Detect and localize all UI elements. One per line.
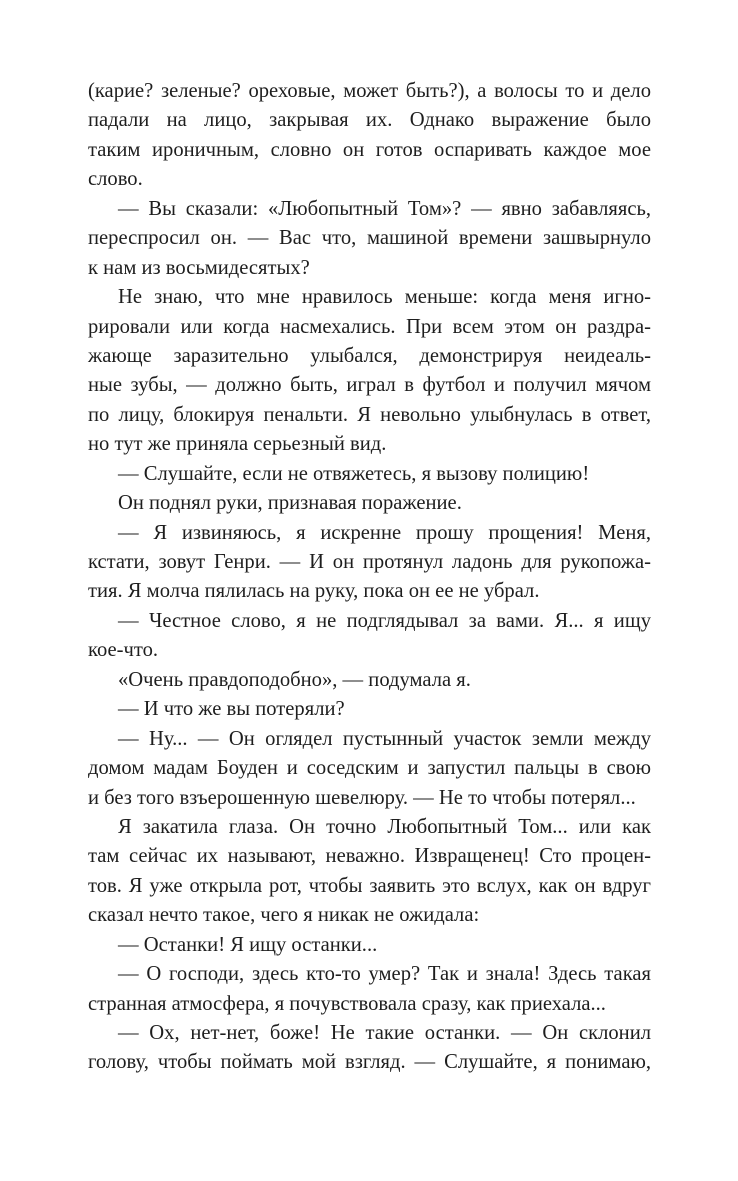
text-line: Он поднял руки, признавая поражение. [118, 492, 462, 515]
text-line: к нам из восьмидесятых? [88, 256, 310, 279]
text-line: (карие? зеленые? ореховые, может быть?), а волосы то и дело [88, 80, 651, 102]
text-line: — О господи, здесь кто-то умер? Так и знала! Здесь такая [118, 963, 651, 986]
text-line: но тут же приняла серьезный вид. [88, 433, 387, 456]
text-line: голову, чтобы поймать мой взгляд. — Слушайте, я понимаю, [88, 1051, 651, 1074]
text-line: там сейчас их называют, неважно. Извращенец! Сто процен- [88, 845, 651, 868]
text-line: — Останки! Я ищу останки... [118, 933, 378, 956]
text-line: «Очень правдоподобно», — подумала я. [118, 668, 471, 691]
text-line: жающе заразительно улыбался, демонстрируя неидеаль- [88, 344, 651, 367]
text-line: рировали или когда насмехались. При всем этом он раздра- [88, 315, 651, 338]
text-line: кое-что. [88, 639, 159, 662]
text-line: и без того взъерошенную шевелюру. — Не то чтобы потерял... [88, 786, 636, 809]
text-line: сказал нечто такое, чего я никак не ожидала: [88, 904, 480, 927]
text-line: переспросил он. — Вас что, машиной времени зашвырнуло [88, 227, 651, 250]
text-line: — Ох, нет-нет, боже! Не такие останки. — Он склонил [118, 1022, 651, 1044]
text-line: — Честное слово, я не подглядывал за вами. Я... я ищу [118, 609, 651, 632]
text-line: — Ну... — Он оглядел пустынный участок земли между [118, 727, 651, 750]
text-line: — Я извиняюсь, я искренне прошу прощения! Меня, [118, 521, 651, 544]
text-line: Я закатила глаза. Он точно Любопытный Том... или как [118, 815, 651, 838]
text-line: — Вы сказали: «Любопытный Том»? — явно забавляясь, [118, 197, 651, 220]
text-line: Не знаю, что мне нравилось меньше: когда меня игно- [118, 286, 651, 309]
text-line: падали на лицо, закрывая их. Однако выражение было [88, 109, 651, 132]
text-line: кстати, зовут Генри. — И он протянул ладонь для рукопожа- [88, 551, 651, 573]
text-line: домом мадам Боуден и соседским и запустил пальцы в свою [88, 757, 651, 780]
text-line: таким ироничным, словно он готов оспаривать каждое мое [88, 138, 651, 161]
text-line: — Слушайте, если не отвяжетесь, я вызову полицию! [118, 462, 590, 485]
text-line: — И что же вы потеряли? [118, 698, 345, 721]
text-line: по лицу, блокируя пенальти. Я невольно улыбнулась в ответ, [88, 403, 651, 426]
text-line: слово. [88, 168, 143, 191]
text-line: ные зубы, — должно быть, играл в футбол и получил мячом [88, 374, 651, 397]
book-page-text [88, 77, 651, 1078]
text-line: тия. Я молча пялилась на руку, пока он ее не убрал. [88, 580, 540, 603]
text-line: странная атмосфера, я почувствовала сразу, как приехала... [88, 992, 606, 1015]
text-line: тов. Я уже открыла рот, чтобы заявить это вслух, как он вдруг [88, 874, 651, 897]
